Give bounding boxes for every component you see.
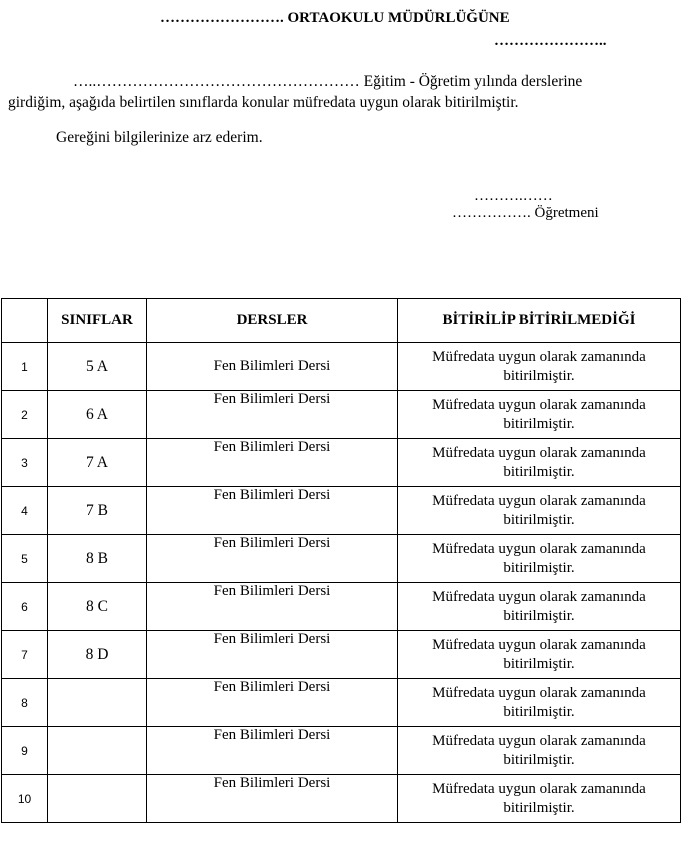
row-number: 1: [2, 343, 48, 391]
body-paragraph-line2: girdiğim, aşağıda belirtilen sınıflarda konular müfredata uygun olarak bitirilmiştir.: [8, 94, 519, 111]
row-class: [48, 775, 147, 823]
row-status: Müfredata uygun olarak zamanında bitirilmiştir.: [398, 727, 681, 775]
row-number: 10: [2, 775, 48, 823]
table-row: [2, 535, 681, 583]
row-class: [48, 727, 147, 775]
row-class: 8 D: [48, 631, 147, 679]
document-title: ……………………. ORTAOKULU MÜDÜRLÜĞÜNE: [160, 10, 510, 26]
signature-role: ……………. Öğretmeni: [452, 205, 599, 221]
row-number: 2: [2, 391, 48, 439]
row-status: Müfredata uygun olarak zamanında bitirilmiştir.: [398, 583, 681, 631]
row-number: 7: [2, 631, 48, 679]
table-row: [2, 775, 681, 823]
row-class: 7 A: [48, 439, 147, 487]
table-row: [2, 679, 681, 727]
row-status: Müfredata uygun olarak zamanında bitirilmiştir.: [398, 391, 681, 439]
row-class: [48, 679, 147, 727]
body-paragraph-line1: …..…………………………………………… Eğitim - Öğretim yılında derslerine: [73, 73, 583, 90]
row-number: 8: [2, 679, 48, 727]
row-status: Müfredata uygun olarak zamanında bitirilmiştir.: [398, 439, 681, 487]
row-lesson: Fen Bilimleri Dersi: [147, 343, 398, 391]
row-lesson: Fen Bilimleri Dersi: [147, 535, 398, 583]
row-class: 5 A: [48, 343, 147, 391]
row-status: Müfredata uygun olarak zamanında bitirilmiştir.: [398, 487, 681, 535]
table-row: [2, 631, 681, 679]
row-class: 8 B: [48, 535, 147, 583]
signature-name-placeholder: ……….……: [474, 188, 553, 204]
row-lesson: Fen Bilimleri Dersi: [147, 439, 398, 487]
table-row: [2, 487, 681, 535]
row-number: 4: [2, 487, 48, 535]
row-lesson: Fen Bilimleri Dersi: [147, 679, 398, 727]
header-number: [2, 299, 48, 343]
row-lesson: Fen Bilimleri Dersi: [147, 391, 398, 439]
table-row: [2, 583, 681, 631]
table-header-row: [2, 299, 681, 343]
row-lesson: Fen Bilimleri Dersi: [147, 487, 398, 535]
row-lesson: Fen Bilimleri Dersi: [147, 583, 398, 631]
row-status: Müfredata uygun olarak zamanında bitirilmiştir.: [398, 631, 681, 679]
row-status: Müfredata uygun olarak zamanında bitirilmiştir.: [398, 535, 681, 583]
table-row: [2, 439, 681, 487]
row-lesson: Fen Bilimleri Dersi: [147, 727, 398, 775]
curriculum-table: [1, 298, 681, 823]
row-status: Müfredata uygun olarak zamanında bitirilmiştir.: [398, 343, 681, 391]
row-lesson: Fen Bilimleri Dersi: [147, 775, 398, 823]
header-completion-status: BİTİRİLİP BİTİRİLMEDİĞİ: [398, 299, 681, 343]
row-class: 6 A: [48, 391, 147, 439]
row-status: Müfredata uygun olarak zamanında bitirilmiştir.: [398, 679, 681, 727]
request-sentence: Gereğini bilgilerinize arz ederim.: [56, 129, 263, 146]
row-class: 8 C: [48, 583, 147, 631]
row-lesson: Fen Bilimleri Dersi: [147, 631, 398, 679]
row-status: Müfredata uygun olarak zamanında bitirilmiştir.: [398, 775, 681, 823]
header-classes: SINIFLAR: [48, 299, 147, 343]
table-row: [2, 727, 681, 775]
table-row: [2, 343, 681, 391]
row-number: 9: [2, 727, 48, 775]
row-number: 3: [2, 439, 48, 487]
table-row: [2, 391, 681, 439]
row-number: 6: [2, 583, 48, 631]
row-number: 5: [2, 535, 48, 583]
row-class: 7 B: [48, 487, 147, 535]
header-lessons: DERSLER: [147, 299, 398, 343]
recipient-placeholder: …………………..: [494, 33, 607, 49]
